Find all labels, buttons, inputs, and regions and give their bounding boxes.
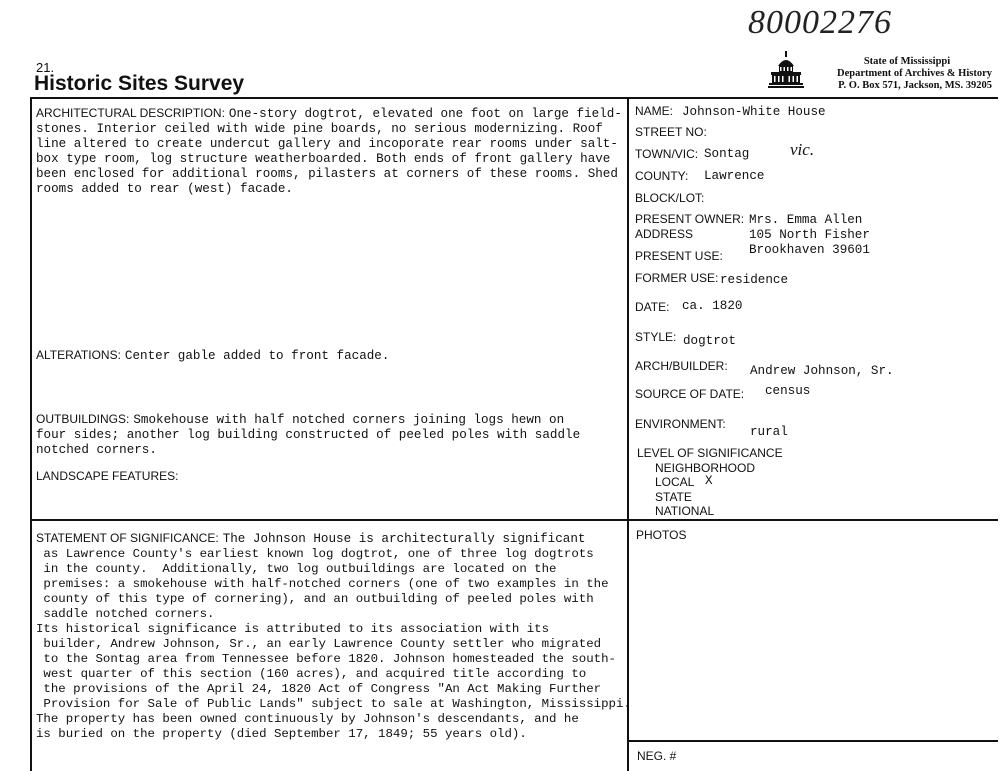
address-label: ADDRESS: [635, 227, 694, 241]
town-label: TOWN/VIC:: [635, 147, 699, 161]
architectural-description: [36, 104, 626, 197]
date-value: ca. 1820: [682, 299, 743, 313]
alterations: [36, 346, 389, 364]
statement-of-significance: [36, 529, 636, 742]
landscape-features-label: LANDSCAPE FEATURES:: [36, 469, 179, 483]
neg-number-label: NEG. #: [637, 749, 677, 763]
present-use-label: PRESENT USE:: [635, 249, 723, 263]
name-value: Johnson-White House: [682, 105, 826, 119]
level-of-significance-label: LEVEL OF SIGNIFICANCE: [637, 446, 783, 460]
architectural-description-label: ARCHITECTURAL DESCRIPTION:: [36, 106, 225, 120]
county-value: Lawrence: [704, 169, 765, 183]
left-border: [30, 97, 32, 771]
significance-text: as Lawrence County's earliest known log dogtrot, one of three log dogtrots in the county. Additionally, two log outbuildings are located on the premises: a smokehouse with half-notched corners (one of two examples in the county of this type of cornering), and an outbuilding of peeled poles with saddle notched corners. Its historical significance is attributed to its association with its builder, Andrew Johnson, Sr., an early Lawrence County settler who migrated to the Sontag area from Tennessee before 1820. Johnson homesteaded the south- west quarter of this section (160 acres), and acquired title according to the provisions of the April 24, 1820 Act of Congress "An Act Making Further Provision for Sale of Public Lands" subject to sale at Washington, Mississippi. The property has been owned continuously by Johnson's descendants, and he is buried on the property (died September 17, 1849; 55 years old).: [36, 547, 631, 741]
capitol-logo-icon: [768, 50, 804, 90]
arch-builder-value: Andrew Johnson, Sr.: [750, 364, 894, 378]
agency-line3: P. O. Box 571, Jackson, MS. 39205: [838, 80, 992, 91]
present-owner-label: PRESENT OWNER:: [635, 212, 745, 226]
street-label: STREET NO:: [635, 125, 707, 139]
block-lot-label: BLOCK/LOT:: [635, 191, 705, 205]
significance-first-line: The Johnson House is architecturally significant: [222, 532, 586, 546]
arch-builder-label: ARCH/BUILDER:: [635, 359, 728, 373]
name-label: NAME:: [635, 104, 674, 118]
style-value: dogtrot: [683, 334, 736, 348]
level-local: LOCAL: [655, 475, 695, 489]
alterations-value: Center gable added to front facade.: [124, 349, 390, 363]
form-number: 21.: [36, 60, 55, 75]
former-use-value: residence: [720, 273, 789, 287]
significance-label: STATEMENT OF SIGNIFICANCE:: [36, 531, 219, 545]
alterations-label: ALTERATIONS:: [36, 348, 121, 362]
address-line2: Brookhaven 39601: [749, 243, 870, 257]
town-value: Sontag: [704, 147, 750, 161]
county-label: COUNTY:: [635, 169, 689, 183]
outbuildings-label: OUTBUILDINGS:: [36, 412, 130, 426]
neg-rule: [627, 740, 998, 742]
present-owner-value: Mrs. Emma Allen: [749, 213, 863, 227]
environment-label: ENVIRONMENT:: [635, 417, 726, 431]
agency-line1: State of Mississippi: [863, 56, 951, 67]
former-use-label: FORMER USE:: [635, 271, 719, 285]
level-state: STATE: [655, 490, 692, 504]
agency-block: [802, 56, 992, 92]
photos-label: PHOTOS: [636, 528, 687, 542]
level-neighborhood: NEIGHBORHOOD: [655, 461, 756, 475]
source-of-date-label: SOURCE OF DATE:: [635, 387, 745, 401]
architectural-description-text: stones. Interior ceiled with wide pine boards, no serious modernizing. Roof line altered to create undercut gallery and incoporate rear rooms under salt- box type room, log structure weatherboarded. Both ends of front gallery have been enclosed for additional rooms, pilasters at corners of these rooms. Shed rooms added to rear (west) facade.: [36, 122, 618, 196]
form-title: Historic Sites Survey: [34, 72, 245, 95]
architectural-description-first-line: One-story dogtrot, elevated one foot on large field-: [228, 107, 622, 121]
date-label: DATE:: [635, 300, 670, 314]
source-of-date-value: census: [765, 384, 811, 398]
style-label: STYLE:: [635, 330, 677, 344]
environment-value: rural: [750, 425, 788, 439]
agency-line2: Department of Archives & History: [837, 68, 992, 79]
outbuildings: [36, 410, 626, 458]
level-national: NATIONAL: [655, 504, 715, 518]
outbuildings-text: four sides; another log building constructed of peeled poles with saddle notched corners.: [36, 428, 581, 457]
handwritten-catalog-number: 80002276: [748, 4, 892, 41]
town-handwritten-note: vic.: [790, 140, 815, 159]
section-divider-rule: [30, 519, 998, 521]
address-line1: 105 North Fisher: [749, 228, 870, 242]
form-top-rule: [30, 97, 998, 99]
level-local-mark: X: [705, 474, 713, 488]
outbuildings-first-line: Smokehouse with half notched corners joining logs hewn on: [133, 413, 565, 427]
